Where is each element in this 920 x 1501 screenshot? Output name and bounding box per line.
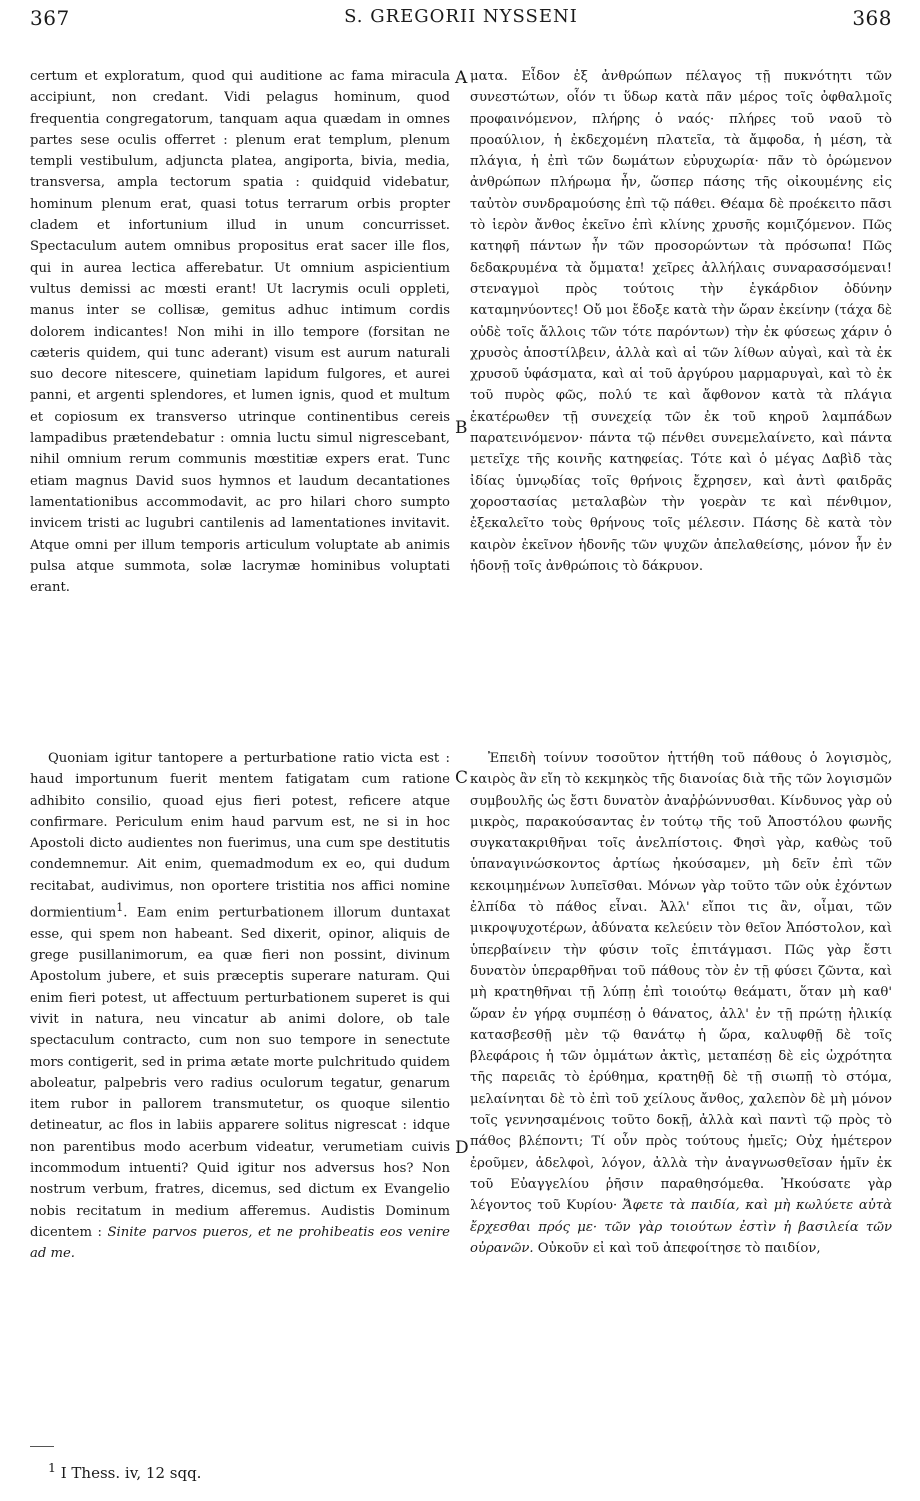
- latin-paragraph-1: certum et exploratum, quod qui auditione ac fama miracula accipiunt, non credant. Vidi pelagus hominum, quod frequentia congregatorum, tanquam aqua quædam in omnes partes sese oculis offerret : plenum erat templum, plenum templi vestibulum, adjuncta platea, angiporta, bivia, media, transversa, ampla tectorum spatia : quidquid videbatur, hominum plenum erat, quasi totus terrarum orbis propter cladem et infortunium illud in unum concurrisset. Spectaculum autem omnibus propositus erat sacer ille flos, qui in aurea lectica afferebatur. Ut omnium aspicientium vultus demissi ac mœsti erant! Ut lacrymis oculi oppleti, manus inter se collisæ, gemitus adhuc intimum cordis dolorem indicantes! Non mihi in illo tempore (forsitan ne cæteris quidem, qui tunc aderant) visum est aurum naturali suo decore nitescere, quinetiam lapidum fulgores, et aurei panni, et argenti splendores, et lumen ignis, quod et multum et copiosum ex transverso utrinque continentibus cereis lampadibus prætendebatur : omnia luctu simul nigrescebant, nihil omnium rerum communis mœstitiæ expers erat. Tunc etiam magnus David suos hymnos et laudum decantationes lamentationibus accommodavit, ac pro hilari choro sumpto invicem tristi ac lugubri cantilenis ad lamentationes invitavit. Atque omni per illum temporis articulum voluptate ab animis pulsa atque summota, solæ lacrymæ hominibus voluptati erant.: [30, 69, 450, 596]
- latin-column-block-1: [30, 66, 450, 598]
- greek-column-block-2: [470, 748, 892, 1259]
- margin-marker-d: D: [455, 1138, 469, 1158]
- running-title: S. GREGORII NYSSENI: [344, 6, 578, 27]
- latin-paragraph-2: [30, 748, 450, 1265]
- footnote-reference: 1: [116, 901, 124, 915]
- latin-column-block-2: [30, 748, 450, 1265]
- footnote-text: I Thess. iv, 12 sqq.: [60, 1464, 202, 1482]
- margin-marker-a: A: [455, 68, 468, 88]
- footnote-rule: [30, 1446, 54, 1447]
- greek-paragraph-2-text: Ἐπειδὴ τοίνυν τοσοῦτον ἡττήθη τοῦ πάθους ὁ λογισμὸς, καιρὸς ἂν εἴη τὸ κεκμηκὸς τῆς διανοίας διὰ τῆς τῶν λογισμῶν συμβουλῆς ὡς ἔστι δυνατὸν ἀναῤῥώννυσθαι. Κίνδυνος γὰρ οὐ μικρὸς, παρακούσαντας ἐν τούτῳ τῆς τοῦ Ἀποστόλου φωνῆς συγκατακριθῆναι τοῖς ἀνελπίστοις. Φησὶ γὰρ, καθὼς τοῦ ὑπαναγινώσκοντος ἀρτίως ἠκούσαμεν, μὴ δεῖν ἐπὶ τῶν κεκοιμημένων λυπεῖσθαι. Μόνων γὰρ τοῦτο τῶν οὐκ ἐχόντων ἐλπίδα τὸ πάθος εἶναι. Ἀλλ' εἴποι τις ἂν, οἶμαι, τῶν μικροψυχοτέρων, ἀδύνατα κελεύειν τὸν θεῖον Ἀπόστολον, καὶ ὑπερβαίνειν τὴν φύσιν τοῖς ἐπιτάγμασι. Πῶς γὰρ ἔστι δυνατὸν ὑπεραρθῆναι τοῦ πάθους τὸν ἐν τῇ φύσει ζῶντα, καὶ μὴ κρατηθῆναι τῇ λύπῃ ἐπὶ τοιούτῳ θεάματι, ὅταν μὴ καθ' ὥραν ἐν γήρᾳ συμπέσῃ ὁ θάνατος, ἀλλ' ἐν τῇ πρώτῃ ἡλικίᾳ κατασβεσθῇ μὲν τῷ θανάτῳ ἡ ὥρα, καλυφθῇ δὲ τοῖς βλεφάροις ἡ τῶν ὀμμάτων ἀκτὶς, μεταπέσῃ δὲ εἰς ὠχρότητα τῆς παρειᾶς τὸ ἐρύθημα, κρατηθῇ δὲ τῇ σιωπῇ τὸ στόμα, μελαίνηται δὲ τὸ ἐπὶ τοῦ χείλους ἄνθος, χαλεπὸν δὲ μὴ μόνον τοῖς γεννησαμένοις τοῦτο δοκῇ, ἀλλὰ καὶ παντὶ τῷ πρὸς τὸ πάθος βλέποντι; Τί οὖν πρὸς τούτους ἡμεῖς; Οὐχ ἡμέτερον ἐροῦμεν, ἀδελφοὶ, λόγον, ἀλλὰ τὴν ἀναγνωσθεῖσαν ἡμῖν ἐκ τοῦ Εὐαγγελίου ῥῆσιν παραθησόμεθα. Ἠκούσατε γὰρ λέγοντος τοῦ Κυρίου·: [470, 751, 892, 1214]
- greek-paragraph-2: [470, 748, 892, 1259]
- latin-paragraph-2-continuation: . Eam enim perturbationem illorum duntaxat esse, qui spem non habeant. Sed dixerit, opinor, aliquis de grege pusillanimorum, ea quæ fieri non possint, divinum Apostolum jubere, et suis præceptis superare naturam. Qui enim fieri potest, ut affectuum perturbationem superet is qui vivit in natura, neu vincatur ab animi dolore, ob tale spectaculum contracto, cum non suo tempore in senectute mors contigerit, sed in prima ætate morte pulchritudo quidem aboleatur, palpebris vero radius oculorum tegatur, genarum item rubor in pallorem transmutetur, os quoque silentio detineatur, ac flos in labiis apparere solitus nigrescat : idque non parentibus modo acerbum videatur, verumetiam cuivis incommodum intuenti? Quid igitur nos adversus hos? Non nostrum verbum, fratres, dicemus, sed dictum ex Evangelio nobis recitatum in medium afferemus. Audistis Dominum dicentem :: [30, 905, 450, 1240]
- footnote: [48, 1460, 201, 1482]
- margin-marker-c: C: [455, 768, 469, 788]
- latin-paragraph-2-text: Quoniam igitur tantopere a perturbatione ratio victa est : haud importunum fuerit mentem fatigatam cum ratione adhibito consilio, quoad ejus fieri potest, reficere atque confirmare. Periculum enim haud parvum est, ne si in hoc Apostoli dicto audientes non fuerimus, una cum spe destitutis condemnemur. Ait enim, quemadmodum ex eo, qui dudum recitabat, audivimus, non oportere tristitia nos affici nomine dormientium: [30, 751, 450, 921]
- greek-paragraph-1: ματα. Εἶδον ἐξ ἀνθρώπων πέλαγος τῇ πυκνότητι τῶν συνεστώτων, οἷόν τι ὕδωρ κατὰ πᾶν μέρος τοῖς ὀφθαλμοῖς προφαινόμενον, πλήρης ὁ ναός· πλήρες τοῦ ναοῦ τὸ προαύλιον, ἡ ἐκδεχομένη πλατεῖα, τὰ ἄμφοδα, ἡ μέση, τὰ πλάγια, ἡ ἐπὶ τῶν δωμάτων εὐρυχωρία· πᾶν τὸ ὁρώμενον ἀνθρώπων πλήρωμα ἦν, ὥσπερ πάσης τῆς οἰκουμένης εἰς ταὐτὸν συνδραμούσης ἐπὶ τῷ πάθει. Θέαμα δὲ προέκειτο πᾶσι τὸ ἱερὸν ἄνθος ἐκεῖνο ἐπὶ κλίνης χρυσῆς κομιζόμενον. Πῶς κατηφῆ πάντων ἦν τῶν προσορώντων τὰ πρόσωπα! Πῶς δεδακρυμένα τὰ ὄμματα! χεῖρες ἀλλήλαις συναρασσόμεναι! στεναγμοὶ πρὸς τούτοις τὴν ἐγκάρδιον ὀδύνην καταμηνύοντες! Οὔ μοι ἔδοξε κατὰ τὴν ὥραν ἐκείνην (τάχα δὲ οὐδὲ τοῖς ἄλλοις τῶν τότε παρόντων) τὴν ἐκ φύσεως χάριν ὁ χρυσὸς ἀποστίλβειν, ἀλλὰ καὶ αἱ τῶν λίθων αὐγαὶ, καὶ τὰ ἐκ χρυσοῦ ὑφάσματα, καὶ αἱ τοῦ ἀργύρου μαρμαρυγαὶ, καὶ τὸ ἐκ τοῦ πυρὸς φῶς, πολύ τε καὶ ἄφθονον κατὰ τὰ πλάγια ἑκατέρωθεν τῇ συνεχείᾳ τῶν ἐκ τοῦ κηροῦ λαμπάδων παρατεινόμενον· πάντα τῷ πένθει συνεμελαίνετο, καὶ πάντα μετεῖχε τῆς κοινῆς κατηφείας. Τότε καὶ ὁ μέγας Δαβὶδ τὰς ἰδίας ὑμνῳδίας τοῖς θρήνοις ἔχρησεν, καὶ ἀντὶ φαιδρᾶς χοροστασίας μεταλαβὼν τὴν γοερὰν τε καὶ πένθιμον, ἐξεκαλεῖτο τοὺς θρήνους τοῖς μέλεσιν. Πάσης δὲ κατὰ τὸν καιρὸν ἐκεῖνον ἡδονῆς τῶν ψυχῶν ἀπελαθείσης, μόνον ἦν ἐν ἡδονῇ τοῖς ἀνθρώποις τὸ δάκρυον.: [470, 69, 892, 574]
- greek-column-block-1: [470, 66, 892, 577]
- latin-gospel-quote: Sinite parvos pueros, et ne prohibeatis eos venire ad me.: [30, 1224, 450, 1262]
- footnote-mark: 1: [48, 1460, 56, 1475]
- page-number-right: 368: [852, 6, 892, 30]
- page-number-left: 367: [30, 6, 70, 30]
- greek-paragraph-2-continuation: Οὐκοῦν εἰ καὶ τοῦ ἀπεφοίτησε τὸ παιδίον,: [533, 1240, 821, 1256]
- greek-gospel-quote: Ἄφετε τὰ παιδία, καὶ μὴ κωλύετε αὐτὰ ἔρχεσθαι πρός με· τῶν γὰρ τοιούτων ἐστὶν ἡ βασιλεία τῶν οὐρανῶν.: [470, 1198, 892, 1256]
- running-header: [30, 6, 892, 36]
- margin-marker-b: B: [455, 418, 468, 438]
